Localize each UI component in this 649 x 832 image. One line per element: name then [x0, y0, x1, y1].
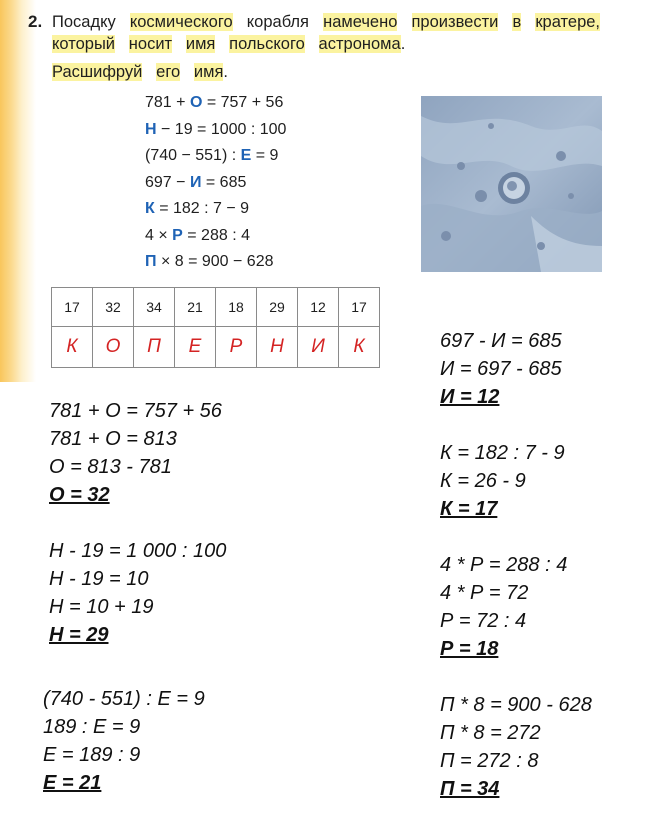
letter-cell: К [339, 327, 380, 368]
eq-variable: И [189, 173, 202, 191]
solution-answer: П = 34 [440, 778, 500, 800]
solution-line: И = 697 - 685 [440, 358, 562, 380]
task-word: Посадку [52, 13, 116, 31]
task-word-highlighted: намечено [323, 13, 398, 31]
letter-cell: И [298, 327, 339, 368]
equation [145, 252, 286, 279]
letter-cell: П [134, 327, 175, 368]
solution-line: Р = 72 : 4 [440, 610, 527, 632]
moon-crater-photo [421, 96, 602, 272]
answer-table [51, 287, 380, 368]
equation [145, 199, 286, 226]
task-text-line-3 [52, 61, 228, 83]
task-word-highlighted: космического [129, 13, 233, 31]
solution-line: К = 182 : 7 - 9 [440, 442, 565, 464]
solution-block-o [49, 397, 222, 509]
number-cell: 32 [93, 288, 134, 327]
task-text-line-1 [52, 11, 600, 33]
task-word-highlighted: носит [128, 35, 173, 53]
solution-line: Н = 10 + 19 [49, 596, 154, 618]
equation-list [145, 93, 286, 279]
equation [145, 93, 286, 120]
solution-line: 781 + О = 757 + 56 [49, 400, 222, 422]
moon-surface-image [421, 96, 602, 272]
number-cell: 17 [339, 288, 380, 327]
task-word-highlighted: кратере, [535, 13, 601, 31]
solution-answer: И = 12 [440, 386, 500, 408]
task-word: корабля [246, 13, 309, 31]
equation [145, 120, 286, 147]
solution-line: О = 813 - 781 [49, 456, 172, 478]
task-word-highlighted: его [156, 63, 181, 81]
letter-cell: О [93, 327, 134, 368]
solution-block-i [440, 327, 562, 411]
task-word-highlighted: который [52, 35, 116, 53]
solution-line: П * 8 = 272 [440, 722, 541, 744]
solution-answer: Е = 21 [43, 772, 102, 794]
eq-part: = 9 [251, 147, 279, 164]
solution-block-e [43, 685, 205, 797]
equation [145, 173, 286, 200]
letter-cell: Е [175, 327, 216, 368]
eq-variable: П [145, 253, 157, 270]
solution-block-n [49, 537, 226, 649]
task-punct: . [223, 63, 229, 81]
answer-numbers-row [52, 288, 380, 327]
task-punct: . [400, 35, 406, 53]
solution-block-r [440, 551, 567, 663]
number-cell: 34 [134, 288, 175, 327]
solution-line: 4 * Р = 72 [440, 582, 529, 604]
number-cell: 29 [257, 288, 298, 327]
task-text-line-2 [52, 33, 405, 55]
solution-block-p [440, 691, 592, 803]
eq-part: − 19 = 1000 : 100 [156, 120, 287, 138]
letter-cell: Р [216, 327, 257, 368]
eq-part: 4 × [145, 226, 173, 244]
task-word-highlighted: имя [193, 63, 224, 81]
eq-part: 697 − [145, 173, 190, 191]
eq-variable: Е [240, 147, 252, 164]
eq-part: 781 + [145, 94, 190, 111]
solution-line: П = 272 : 8 [440, 750, 539, 772]
eq-part: = 685 [201, 173, 247, 191]
eq-variable: К [145, 200, 155, 217]
solution-line: 189 : Е = 9 [43, 716, 141, 738]
eq-part: = 757 + 56 [202, 94, 284, 111]
equation [145, 146, 286, 173]
solution-answer: Н = 29 [49, 624, 109, 646]
solution-line: 781 + О = 813 [49, 428, 177, 450]
task-word-highlighted: Расшифруй [52, 63, 143, 81]
solution-answer: О = 32 [49, 484, 110, 506]
side-color-band [0, 0, 22, 382]
solution-answer: Р = 18 [440, 638, 499, 660]
task-word-highlighted: в [512, 13, 522, 31]
number-cell: 21 [175, 288, 216, 327]
eq-part: = 288 : 4 [182, 226, 250, 244]
solution-line: П * 8 = 900 - 628 [440, 694, 592, 716]
solution-block-k [440, 439, 565, 523]
task-word-highlighted: астронома [318, 35, 401, 53]
solution-line: Н - 19 = 10 [49, 568, 149, 590]
solution-line: 697 - И = 685 [440, 330, 562, 352]
answer-letters-row [52, 327, 380, 368]
side-color-fade [22, 0, 36, 382]
eq-part: = 182 : 7 − 9 [154, 200, 250, 217]
solution-answer: К = 17 [440, 498, 498, 520]
number-cell: 17 [52, 288, 93, 327]
task-word-highlighted: имя [185, 35, 216, 53]
eq-part: (740 − 551) : [145, 147, 241, 164]
solution-line: Е = 189 : 9 [43, 744, 141, 766]
letter-cell: Н [257, 327, 298, 368]
number-cell: 12 [298, 288, 339, 327]
solution-line: 4 * Р = 288 : 4 [440, 554, 568, 576]
letter-cell: К [52, 327, 93, 368]
equation [145, 226, 286, 253]
solution-line: Н - 19 = 1 000 : 100 [49, 540, 227, 562]
task-word-highlighted: произвести [411, 13, 499, 31]
eq-part: × 8 = 900 − 628 [156, 253, 274, 270]
eq-variable: Р [172, 226, 183, 244]
number-cell: 18 [216, 288, 257, 327]
eq-variable: Н [145, 120, 157, 138]
task-number: 2. [28, 12, 43, 31]
solution-line: (740 - 551) : Е = 9 [43, 688, 205, 710]
eq-variable: О [189, 94, 203, 111]
task-word-highlighted: польского [229, 35, 305, 53]
solution-line: К = 26 - 9 [440, 470, 526, 492]
